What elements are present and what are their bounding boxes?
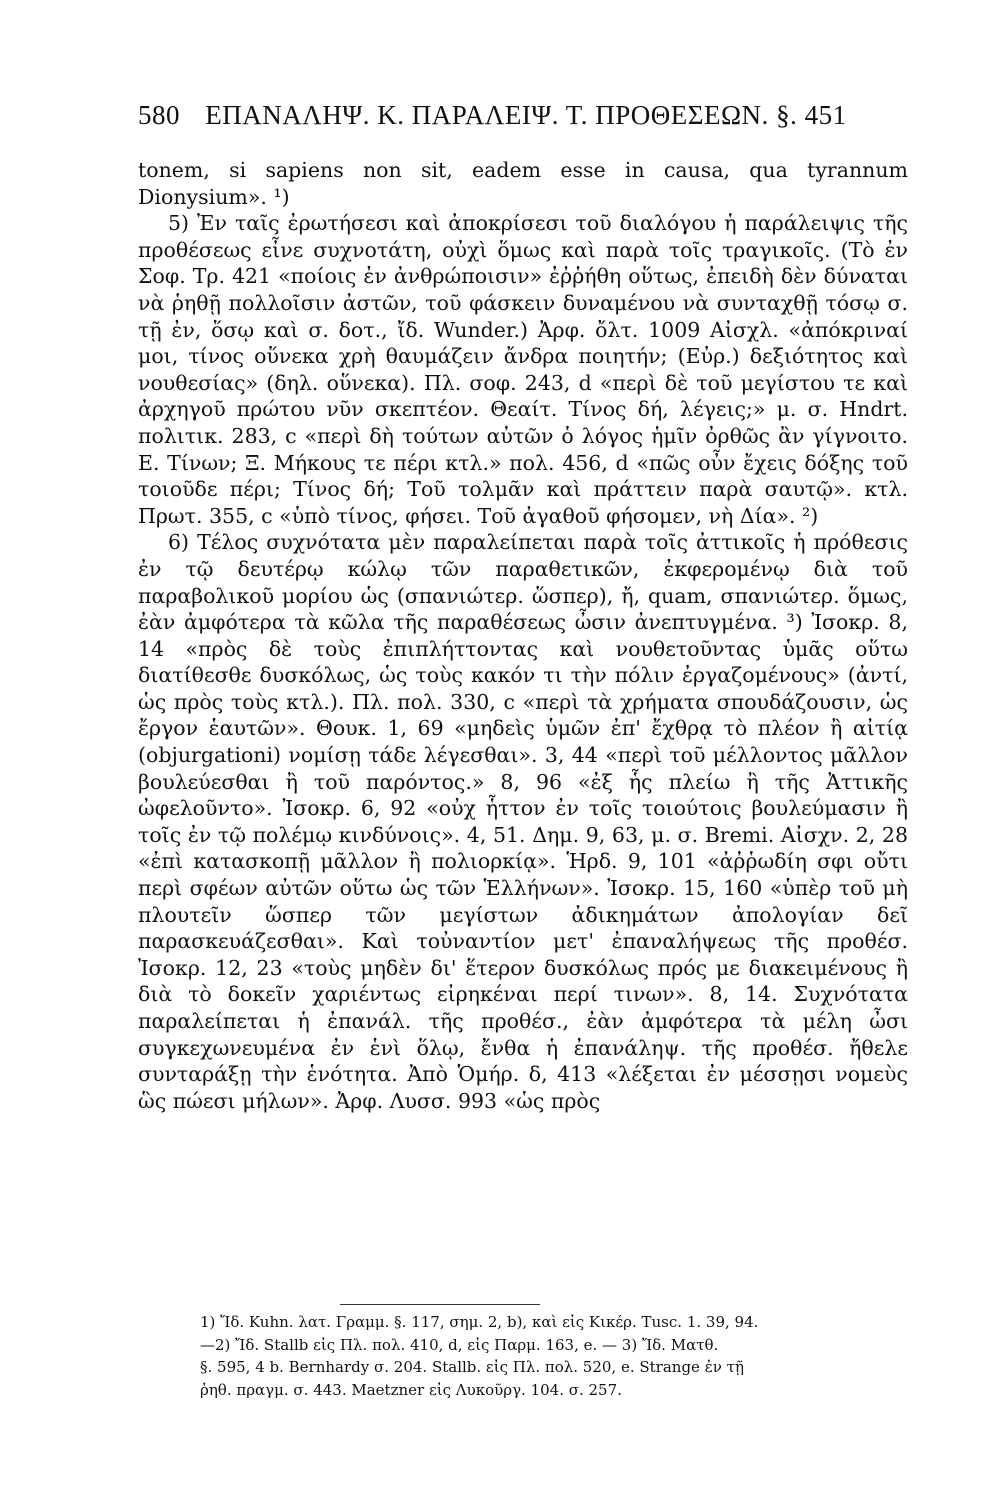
running-title: ΕΠΑΝΑΛΗΨ. Κ. ΠΑΡΑΛΕΙΨ. Τ. ΠΡΟΘΕΣΕΩΝ. [205, 100, 769, 130]
footnote-line: ῥηθ. πραγμ. σ. 443. Maetzner εἰς Λυκοῦργ. 104. σ. 257. [200, 1380, 622, 1399]
paragraph-6: 6) Τέλος συχνότατα μὲν παραλείπεται παρὰ τοῖς ἀττικοῖς ἡ πρόθεσις ἐν τῷ δευτέρῳ κώλῳ τῶν παραθετικῶν, ἐκφερομένῳ διὰ τοῦ παραβολικοῦ μορίου ὡς (σπανιώτερ. ὥσπερ), ἤ, quam, σπανιώτερ. ὅμως, ἐὰν ἀμφότερα τὰ κῶλα τῆς παραθέσεως ὦσιν ἀνεπτυγμένα. ³) Ἰσοκρ. 8, 14 «πρὸς δὲ τοὺς ἐπιπλήττοντας καὶ νουθετοῦντας ὑμᾶς οὕτω διατίθεσθε δυσκόλως, ὡς τοὺς κακόν τι τὴν πόλιν ἐργαζομένους» (ἀντί, ὡς πρὸς τοὺς κτλ.). Πλ. πολ. 330, c «περὶ τὰ χρήματα σπουδάζουσιν, ὡς ἔργον ἑαυτῶν». Θουκ. 1, 69 «μηδεὶς ὑμῶν ἐπ' ἔχθρᾳ τὸ πλέον ἢ αἰτίᾳ (objurgationi) νομίσῃ τάδε λέγεσθαι». 3, 44 «περὶ τοῦ μέλλοντος μᾶλλον βουλεύεσθαι ἢ τοῦ παρόντος.» 8, 96 «ἐξ ἧς πλείω ἢ τῆς Ἀττικῆς ὠφελοῦντο». Ἰσοκρ. 6, 92 «οὐχ ἧττον ἐν τοῖς τοιούτοις βουλεύμασιν ἢ τοῖς ἐν τῷ πολέμῳ κινδύνοις». 4, 51. Δημ. 9, 63, μ. σ. Bremi. Αἰσχν. 2, 28 «ἐπὶ κατασκοπῇ μᾶλλον ἢ πολιορκίᾳ». Ἡρδ. 9, 101 «ἀῤῥωδίη σφι οὔτι περὶ σφέων αὐτῶν οὕτω ὡς τῶν Ἑλλήνων». Ἰσοκρ. 15, 160 «ὑπὲρ τοῦ μὴ πλουτεῖν ὥσπερ τῶν μεγίστων ἀδικημάτων ἀπολογίαν δεῖ παρασκευάζεσθαι». Καὶ τοὐναντίον μετ' ἐπαναλήψεως τῆς προθέσ. Ἰσοκρ. 12, 23 «τοὺς μηδὲν δι' ἕτερον δυσκόλως πρός με διακειμένους ἢ διὰ τὸ δοκεῖν χαριέντως εἰρηκέναι περί τινων». 8, 14. Συχνότατα παραλείπεται ἡ ἐπανάλ. τῆς προθέσ., ἐὰν ἀμφότερα τὰ μέλη ὦσι συγκεχωνευμένα ἐν ἑνὶ ὅλῳ, ἔνθα ἡ ἐπανάληψ. τῆς προθέσ. ἤθελε συνταράξῃ τὴν ἑνότητα. Ἀπὸ Ὁμήρ. δ, 413 «λέξεται ἐν μέσσῃσι νομεὺς ὣς πώεσι μήλων». Ἀρφ. Λυσσ. 993 «ὡς πρὸς [138, 530, 908, 1113]
footnotes [200, 1311, 908, 1401]
running-header [138, 100, 908, 131]
section-number: §. 451 [776, 100, 847, 130]
page-number: 580 [138, 100, 180, 130]
footnote-divider [340, 1304, 540, 1305]
main-text [138, 157, 908, 1114]
footnote-line: 1) Ἴδ. Kuhn. λατ. Γραμμ. §. 117, σημ. 2, b), καὶ εἰς Κικέρ. Tusc. 1. 39, 94. [200, 1313, 759, 1331]
footnote-line: —2) Ἴδ. Stallb εἰς Πλ. πολ. 410, d, εἰς Παρμ. 163, e. — 3) Ἴδ. Ματθ. [200, 1335, 719, 1354]
footnote-line: §. 595, 4 b. Bernhardy σ. 204. Stallb. εἰς Πλ. πολ. 520, e. Strange ἐν τῇ [200, 1358, 744, 1376]
paragraph-continuation: tonem, si sapiens non sit, eadem esse in causa, qua tyrannum Dionysium». ¹) [138, 158, 908, 209]
paragraph-5: 5) Ἐν ταῖς ἐρωτήσεσι καὶ ἀποκρίσεσι τοῦ διαλόγου ἡ παράλειψις τῆς προθέσεως εἶνε συχνοτάτη, οὐχὶ ὅμως καὶ παρὰ τοῖς τραγικοῖς. (Τὸ ἐν Σοφ. Τρ. 421 «ποίοις ἐν ἀνθρώποισιν» ἐῤῥήθη οὕτως, ἐπειδὴ δὲν δύναται νὰ ῥηθῇ πολλοῖσιν ἀστῶν, τοῦ φάσκειν δυναμένου νὰ συνταχθῇ τόσῳ σ. τῇ ἐν, ὅσῳ καὶ σ. δοτ., ἴδ. Wunder.) Ἀρφ. ὄλτ. 1009 Αἰσχλ. «ἀπόκριναί μοι, τίνος οὕνεκα χρὴ θαυμάζειν ἄνδρα ποιητήν; (Εὐρ.) δεξιότητος καὶ νουθεσίας» (δηλ. οὕνεκα). Πλ. σοφ. 243, d «περὶ δὲ τοῦ μεγίστου τε καὶ ἀρχηγοῦ πρώτου νῦν σκεπτέον. Θεαίτ. Τίνος δή, λέγεις;» μ. σ. Hndrt. πολιτικ. 283, c «περὶ δὴ τούτων αὐτῶν ὁ λόγος ἡμῖν ὀρθῶς ἂν γίγνοιτο. Ε. Τίνων; Ξ. Μήκους τε πέρι κτλ.» πολ. 456, d «πῶς οὖν ἔχεις δόξης τοῦ τοιοῦδε πέρι; Τίνος δή; Τοῦ τολμᾶν καὶ πράττειν παρὰ σαυτῷ». κτλ. Πρωτ. 355, c «ὑπὸ τίνος, φήσει. Τοῦ ἀγαθοῦ φήσομεν, νὴ Δία». ²) [138, 211, 908, 528]
